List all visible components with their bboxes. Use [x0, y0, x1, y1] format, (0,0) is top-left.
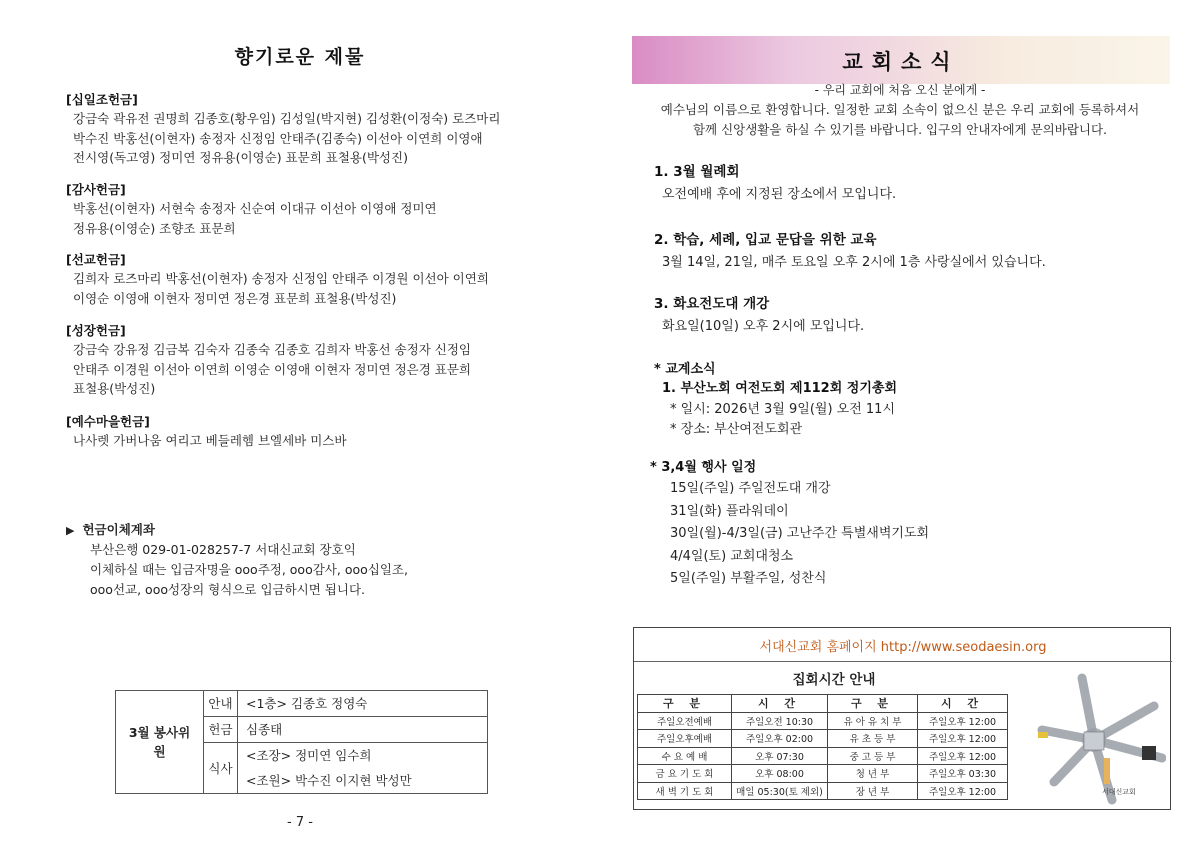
section-head: [성장헌금] [66, 323, 126, 338]
service-table [115, 690, 488, 794]
news-heading: 3. 화요전도대 개강 [654, 296, 770, 312]
section-head: [감사헌금] [66, 182, 126, 197]
homepage-link[interactable]: 서대신교회 홈페이지 http://www.seodaesin.org [759, 640, 1047, 655]
news-heading: 1. 3월 월례회 [654, 164, 740, 180]
schedule-title: 집회시간 안내 [792, 672, 876, 688]
event-item: 5일(주일) 부활주일, 성찬식 [670, 571, 827, 586]
section-line: 표철용(박성진) [73, 381, 156, 396]
section-line: 강금숙 강유정 김금복 김숙자 김종숙 김종호 김희자 박홍선 송정자 신정임 [73, 342, 472, 357]
divider [634, 661, 1172, 662]
transfer-account [66, 520, 546, 600]
event-item: 30일(월)-4/3일(금) 고난주간 특별새벽기도회 [670, 526, 930, 541]
church-map-image [1024, 670, 1166, 806]
section-line: 강금숙 곽유전 권명희 김종호(황우임) 김성일(박지현) 김성환(이정숙) 로즈마리 [73, 111, 501, 126]
offering-section [66, 180, 566, 238]
events-heading: * 3,4월 행사 일정 [650, 460, 757, 475]
service-names: 심종태 [238, 717, 488, 743]
schedule-header: 시 간 [918, 695, 1008, 713]
service-header: 3월 봉사위원 [116, 691, 204, 794]
arrow-right-icon: ▶ [66, 524, 75, 537]
news-heading: 2. 학습, 세례, 입교 문답을 위한 교육 [654, 232, 877, 248]
events-list [670, 478, 929, 591]
gyogye-item: * 일시: 2026년 3월 9일(월) 오전 11시 [670, 402, 896, 417]
event-item: 31일(화) 플라워데이 [670, 503, 789, 519]
account-head: 헌금이체계좌 [82, 522, 155, 537]
section-head: [예수마을헌금] [66, 414, 150, 429]
offering-section [66, 90, 566, 168]
schedule-header: 구 분 [828, 695, 918, 713]
section-head: [십일조헌금] [66, 92, 138, 107]
schedule-header: 시 간 [732, 695, 828, 713]
section-line: 박수진 박홍선(이현자) 송정자 신정임 안태주(김종숙) 이선아 이연희 이영애 [73, 130, 483, 146]
service-role: 안내 [204, 691, 238, 717]
service-names: <조원> 박수진 이지현 박성만 [238, 768, 488, 794]
welcome-line: 예수님의 이름으로 환영합니다. 일정한 교회 소속이 없으신 분은 우리 교회에 등록하셔서 [660, 102, 1140, 117]
welcome-text [600, 100, 1200, 140]
service-names: <조장> 정미연 임수희 [238, 743, 488, 769]
account-line: ooo선교, ooo성장의 형식으로 입금하시면 됩니다. [90, 582, 366, 597]
schedule-row: 주일오전예배 주일오전 10:30 유 아 유 치 부 주일오후 12:00 [638, 712, 1008, 730]
offering-section [66, 321, 566, 399]
section-line: 김희자 로즈마리 박홍선(이현자) 송정자 신정임 안태주 이경원 이선아 이연희 [73, 271, 489, 286]
section-line: 이영순 이영애 이현자 정미연 정은경 표문희 표철용(박성진) [73, 290, 397, 306]
news-text: 3월 14일, 21일, 매주 토요일 오후 2시에 1층 사랑실에서 있습니다. [662, 255, 1046, 270]
map-label: 서대신교회 [1102, 788, 1136, 796]
news-text: 화요일(10일) 오후 2시에 모입니다. [662, 319, 865, 334]
section-line: 나사렛 가버나움 여리고 베들레헴 브엘세바 미스바 [73, 433, 347, 448]
account-line: 부산은행 029-01-028257-7 서대신교회 장호익 [90, 542, 356, 557]
homepage-box [633, 627, 1171, 810]
news-banner [632, 36, 1170, 84]
schedule-row: 새 벽 기 도 회 매일 05:30(토 제외) 장 년 부 주일오후 12:00 [638, 782, 1008, 800]
page-number: - 7 - [287, 815, 313, 830]
offering-title: 향기로운 제물 [234, 46, 366, 68]
section-line: 정유용(이영순) 조향조 표문희 [73, 220, 236, 236]
schedule-row: 주일오후예배 주일오후 02:00 유 초 등 부 주일오후 12:00 [638, 730, 1008, 748]
schedule-row: 수 요 예 배 오후 07:30 중 고 등 부 주일오후 12:00 [638, 747, 1008, 765]
section-line: 안태주 이경원 이선아 이연희 이영순 이영애 이현자 정미연 정은경 표문희 [73, 361, 472, 377]
schedule-header: 구 분 [638, 695, 732, 713]
gyogye-heading: * 교계소식 [654, 362, 716, 377]
gyogye-sub: 1. 부산노회 여전도회 제112회 정기총회 [662, 381, 898, 396]
gyogye-item: * 장소: 부산여전도회관 [670, 422, 803, 437]
section-line: 전시영(독고영) 정미연 정유용(이영순) 표문희 표철용(박성진) [73, 150, 408, 165]
schedule-table [637, 694, 1008, 800]
service-role: 식사 [204, 743, 238, 794]
news-text: 오전예배 후에 지정된 장소에서 모입니다. [662, 187, 897, 202]
welcome-head: - 우리 교회에 처음 오신 분에게 - [814, 83, 986, 97]
account-line: 이체하실 때는 입금자명을 ooo주정, ooo감사, ooo십일조, [90, 562, 408, 577]
banner-title: 교회소식 [842, 50, 960, 74]
section-head: [선교헌금] [66, 252, 126, 267]
offering-section [66, 250, 566, 308]
event-item: 4/4일(토) 교회대청소 [670, 548, 794, 564]
event-item: 15일(주일) 주일전도대 개강 [670, 481, 831, 496]
welcome-line: 함께 신앙생활을 하실 수 있기를 바랍니다. 입구의 안내자에게 문의바랍니다. [692, 122, 1108, 137]
schedule-row: 금 요 기 도 회 오후 08:00 청 년 부 주일오후 03:30 [638, 765, 1008, 783]
service-role: 헌금 [204, 717, 238, 743]
service-names: <1층> 김종호 정영숙 [238, 691, 488, 717]
section-line: 박홍선(이현자) 서현숙 송정자 신순여 이대규 이선아 이영애 정미연 [73, 201, 437, 216]
offering-section [66, 412, 566, 451]
right-page [600, 0, 1200, 848]
